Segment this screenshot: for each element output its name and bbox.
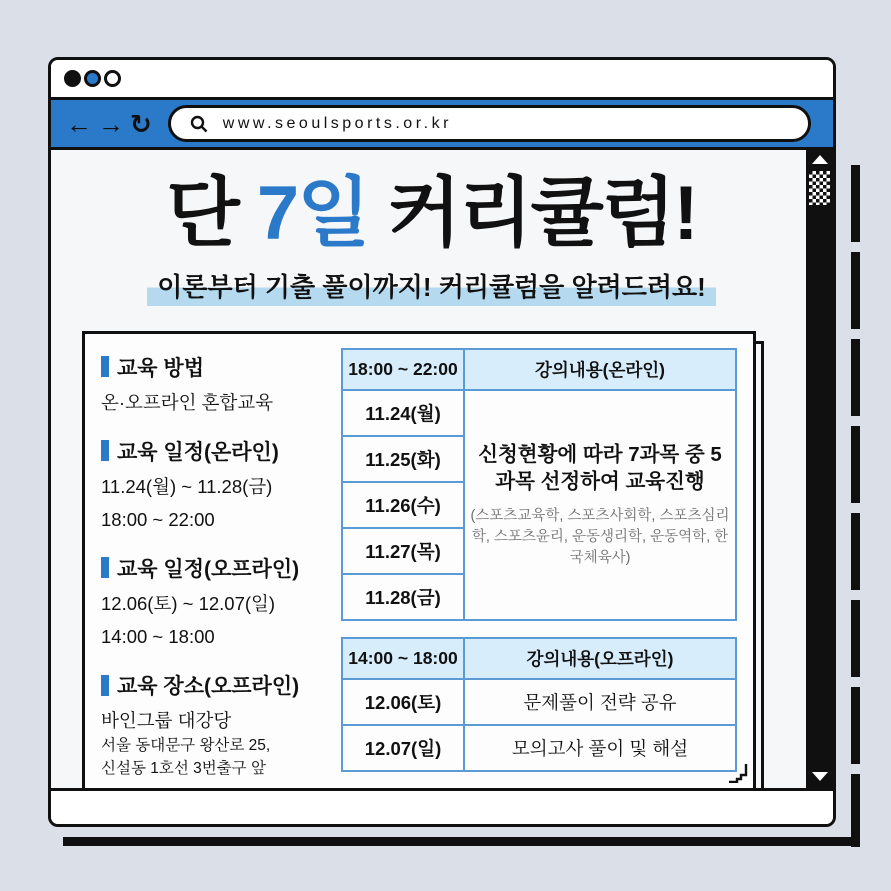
table-row	[342, 725, 736, 771]
scroll-down-icon[interactable]	[812, 772, 828, 781]
info-column	[101, 346, 325, 780]
section-heading: 교육 장소(오프라인)	[101, 670, 325, 700]
window-dot-maximize-icon[interactable]	[104, 70, 121, 87]
browser-toolbar	[51, 100, 833, 150]
header-time-cell: 18:00 ~ 22:00	[342, 349, 464, 390]
schedule-column	[341, 346, 737, 780]
section-heading: 교육 일정(온라인)	[101, 436, 325, 466]
offline-schedule-table	[341, 637, 737, 772]
content-cell: 모의고사 풀이 및 해설	[464, 725, 736, 771]
window-shadow-right	[851, 165, 860, 847]
title-accent: 7일	[256, 171, 369, 256]
online-content-main: 신청현황에 따라 7과목 중 5과목 선정하여 교육진행	[478, 442, 722, 494]
page-content	[51, 150, 833, 788]
url-text[interactable]: www.seoulsports.or.kr	[222, 114, 452, 132]
date-cell: 11.28(금)	[342, 574, 464, 620]
scroll-thumb[interactable]	[809, 171, 830, 205]
section-heading: 교육 방법	[101, 352, 325, 382]
search-icon	[189, 114, 209, 134]
nav-buttons	[66, 108, 152, 139]
section-line: 온·오프라인 혼합교육	[101, 391, 274, 413]
date-cell: 11.25(화)	[342, 436, 464, 482]
forward-icon[interactable]: →	[98, 108, 124, 139]
section-line: 14:00 ~ 18:00	[101, 625, 215, 647]
scrollbar[interactable]	[806, 150, 833, 788]
venue-directions: 신설동 1호선 3번출구 앞	[101, 760, 266, 778]
venue-name: 바인그룹 대강당	[101, 710, 232, 732]
online-content-subjects: (스포츠교육학, 스포츠사회학, 스포츠심리학, 스포츠윤리, 운동생리학, 운동역학, 한국체육사)	[470, 507, 730, 566]
table-header-row	[342, 638, 736, 679]
table-gap	[341, 621, 737, 637]
section-heading: 교육 일정(오프라인)	[101, 553, 325, 583]
table-row	[342, 390, 736, 436]
header-time-cell: 14:00 ~ 18:00	[342, 638, 464, 679]
date-cell: 11.27(목)	[342, 528, 464, 574]
browser-window	[48, 57, 836, 827]
content-cell: 문제풀이 전략 공유	[464, 679, 736, 725]
table-row	[342, 679, 736, 725]
page-title: 단 7일 커리큘럼!	[166, 171, 697, 256]
refresh-icon[interactable]: ↻	[130, 108, 152, 139]
url-bar[interactable]	[168, 105, 811, 142]
date-cell: 11.24(월)	[342, 390, 464, 436]
curriculum-card	[82, 331, 756, 788]
merged-content-cell	[464, 390, 736, 620]
online-schedule-table	[341, 348, 737, 621]
heading-bar-icon	[101, 356, 109, 377]
date-cell: 12.07(일)	[342, 725, 464, 771]
date-cell: 12.06(토)	[342, 679, 464, 725]
back-icon[interactable]: ←	[66, 108, 92, 139]
header-content-cell: 강의내용(온라인)	[464, 349, 736, 390]
table-header-row	[342, 349, 736, 390]
date-cell: 11.26(수)	[342, 482, 464, 528]
heading-bar-icon	[101, 675, 109, 696]
heading-bar-icon	[101, 557, 109, 578]
header-content-cell: 강의내용(오프라인)	[464, 638, 736, 679]
window-statusbar	[51, 788, 833, 824]
page-fold-icon	[728, 763, 748, 788]
venue-address: 서울 동대문구 왕산로 25,	[101, 737, 271, 755]
scroll-up-icon[interactable]	[812, 155, 828, 164]
section-line: 18:00 ~ 22:00	[101, 508, 215, 530]
section-line: 12.06(토) ~ 12.07(일)	[101, 592, 276, 614]
hero-section	[51, 171, 812, 306]
window-shadow-bottom	[63, 837, 857, 846]
window-dot-close-icon[interactable]	[64, 70, 81, 87]
window-dot-minimize-icon[interactable]	[84, 70, 101, 87]
window-titlebar	[51, 60, 833, 100]
heading-bar-icon	[101, 440, 109, 461]
page-subtitle: 이론부터 기출 풀이까지! 커리큘럼을 알려드려요!	[147, 267, 716, 306]
main-area	[51, 171, 812, 788]
section-line: 11.24(월) ~ 11.28(금)	[101, 475, 273, 497]
